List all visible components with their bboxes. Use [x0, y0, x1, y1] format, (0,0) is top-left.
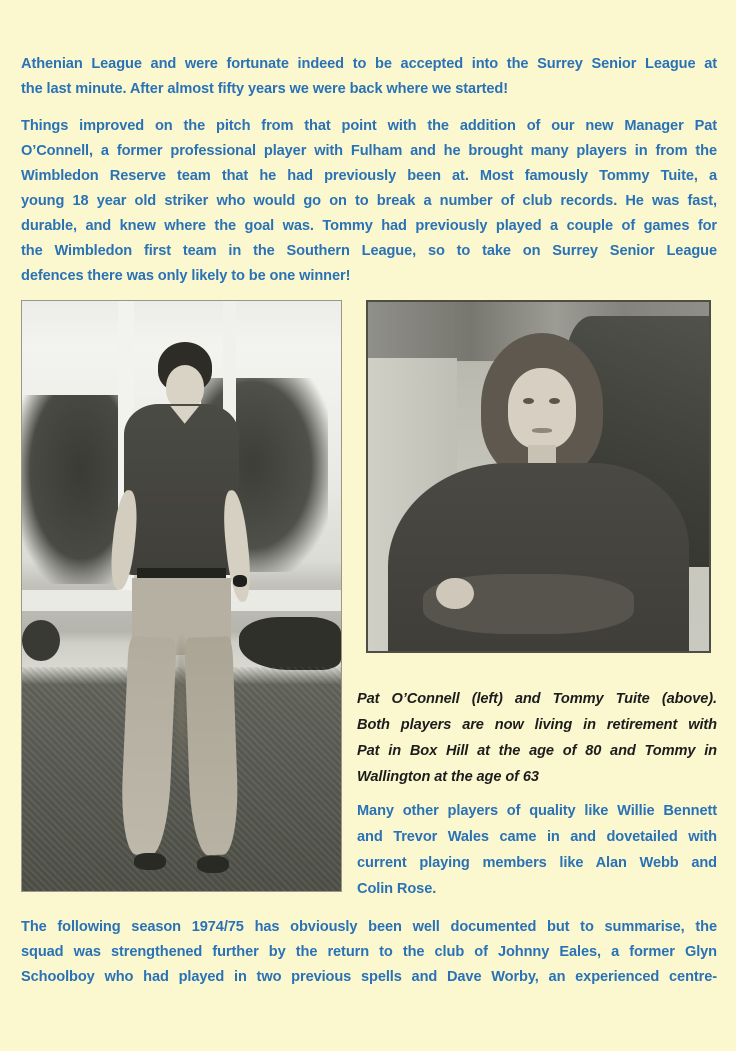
man-face: [166, 365, 204, 410]
text-line: squad was strengthened further by the return to the club of Johnny Eales, a former Glyn: [21, 944, 717, 960]
text-line: the Wimbledon first team in the Southern League, so to take on Surrey Senior League: [21, 243, 717, 259]
page-content: [21, 52, 717, 990]
man-face: [508, 368, 576, 448]
text-line: Many other players of quality like Willie Bennett: [357, 803, 717, 819]
text-line: defences there was only likely to be one winner!: [21, 268, 351, 284]
paragraph-athenian-league: [21, 52, 717, 102]
man-shirt: [124, 404, 239, 575]
text-line: and Trevor Wales came in and dovetailed with: [357, 829, 717, 845]
pat-oconnell-photo: [21, 300, 342, 892]
text-line: Things improved on the pitch from that point with the addition of our new Manager Pat: [21, 118, 717, 134]
text-line: Wimbledon Reserve team that he had previously been at. Most famously Tommy Tuite, a: [21, 168, 717, 184]
text-line: The following season 1974/75 has obviously been well documented but to summarise, the: [21, 919, 717, 935]
text-line: Schoolboy who had played in two previous spells and Dave Worby, an experienced centre-: [21, 969, 717, 985]
text-line: Athenian League and were fortunate indeed to be accepted into the Surrey Senior League at: [21, 56, 717, 72]
text-line: the last minute. After almost fifty years we were back where we started!: [21, 81, 508, 97]
man-mouth: [532, 428, 552, 433]
caption-line: Wallington at the age of 63: [357, 769, 539, 785]
paragraph-many-other-players: [357, 798, 717, 902]
man-hand: [436, 578, 474, 609]
text-line: young 18 year old striker who would go on to break a number of club records. He was fast,: [21, 193, 717, 209]
caption-line: Pat O’Connell (left) and Tommy Tuite (above).: [357, 691, 717, 707]
paragraph-following-season: [21, 915, 717, 990]
tommy-tuite-photo: [366, 300, 711, 653]
text-line: Colin Rose.: [357, 881, 437, 897]
right-column: [357, 300, 717, 902]
photo-caption: [357, 686, 717, 790]
man-shoe: [197, 856, 229, 874]
shrub: [22, 620, 60, 661]
shrub: [239, 617, 341, 670]
wrist-watch: [233, 575, 247, 587]
text-line: durable, and knew where the goal was. Tommy had previously played a couple of games for: [21, 218, 717, 234]
window-reflection-left: [21, 395, 124, 584]
photo-section: [21, 300, 717, 902]
man-eye: [549, 398, 560, 404]
paragraph-things-improved: [21, 114, 717, 289]
caption-line: Pat in Box Hill at the age of 80 and Tommy in: [357, 743, 717, 759]
man-shoe: [134, 853, 166, 871]
text-line: O’Connell, a former professional player with Fulham and he brought many players in from the: [21, 143, 717, 159]
caption-line: Both players are now living in retirement with: [357, 717, 717, 733]
text-line: current playing members like Alan Webb and: [357, 855, 717, 871]
